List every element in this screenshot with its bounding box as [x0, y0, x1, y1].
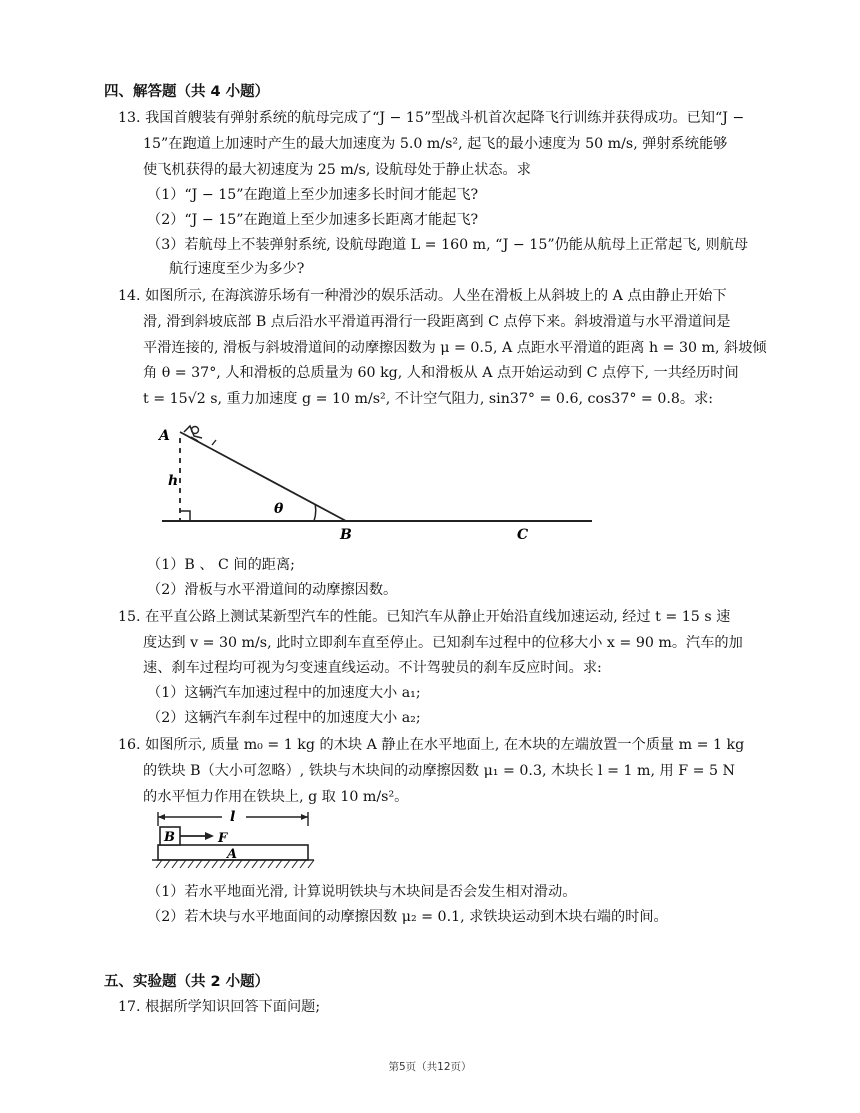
question-16-line: 的水平恒力作用在铁块上, g 取 10 m/s²。	[143, 789, 409, 805]
question-17-line: 17. 根据所学知识回答下面问题;	[118, 999, 321, 1015]
question-14-line: 平滑连接的, 滑板与斜坡滑道间的动摩擦因数为 μ = 0.5, A 点距水平滑道的距离 h = 30 m, 斜坡倾	[143, 340, 767, 356]
block-diagram	[152, 810, 316, 872]
question-14-part-1: （1）B 、 C 间的距离;	[147, 557, 295, 573]
question-13-line: 使飞机获得的最大初速度为 25 m/s, 设航母处于静止状态。求	[143, 162, 531, 178]
page-footer: 第5页（共12页）	[388, 1061, 472, 1073]
question-16-line: 16. 如图所示, 质量 m₀ = 1 kg 的木块 A 静止在水平地面上, 在木块的左端放置一个质量 m = 1 kg	[118, 737, 745, 753]
question-13-part-1: （1）“J − 15”在跑道上至少加速多长时间才能起飞?	[147, 187, 479, 203]
label-h: h	[168, 473, 179, 489]
slope-diagram	[150, 418, 610, 546]
section-title-experiments: 五、实验题（共 2 小题）	[104, 974, 270, 990]
question-16-part-1: （1）若水平地面光滑, 计算说明铁块与木块间是否会发生相对滑动。	[147, 884, 577, 900]
label-A-block: A	[227, 847, 238, 862]
label-B: B	[340, 527, 352, 543]
question-13-part-3: （3）若航母上不装弹射系统, 设航母跑道 L = 160 m, “J − 15”仍能从航母上正常起飞, 则航母	[147, 237, 749, 253]
section-title-answers: 四、解答题（共 4 小题）	[104, 84, 270, 100]
label-C: C	[517, 527, 529, 543]
question-13-line: 15”在跑道上加速时产生的最大加速度为 5.0 m/s², 起飞的最小速度为 50 m/s, 弹射系统能够	[143, 136, 728, 152]
question-13-part-2: （2）“J − 15”在跑道上至少加速多长距离才能起飞?	[147, 212, 479, 228]
question-14-line: 角 θ = 37°, 人和滑板的总质量为 60 kg, 人和滑板从 A 点开始运动到 C 点停下, 一共经历时间	[143, 365, 739, 381]
question-15-line: 度达到 v = 30 m/s, 此时立即刹车直至停止。已知刹车过程中的位移大小 x = 90 m。汽车的加	[143, 635, 743, 651]
question-14-line: t = 15√2 s, 重力加速度 g = 10 m/s², 不计空气阻力, sin37° = 0.6, cos37° = 0.8。求:	[143, 391, 714, 407]
label-B-block: B	[164, 830, 175, 845]
question-14-line: 14. 如图所示, 在海滨游乐场有一种滑沙的娱乐活动。人坐在滑板上从斜坡上的 A 点由静止开始下	[118, 288, 727, 304]
question-15-line: 速、刹车过程均可视为匀变速直线运动。不计驾驶员的刹车反应时间。求:	[143, 660, 602, 676]
question-16-line: 的铁块 B（大小可忽略）, 铁块与木块间的动摩擦因数 μ₁ = 0.3, 木块长 l = 1 m, 用 F = 5 N	[143, 763, 735, 779]
label-l: l	[230, 810, 236, 825]
label-F: F	[218, 831, 228, 846]
question-15-part-2: （2）这辆汽车刹车过程中的加速度大小 a₂;	[147, 710, 421, 726]
question-13-part-3-cont: 航行速度至少为多少?	[169, 261, 305, 277]
question-15-part-1: （1）这辆汽车加速过程中的加速度大小 a₁;	[147, 685, 421, 701]
question-15-line: 15. 在平直公路上测试某新型汽车的性能。已知汽车从静止开始沿直线加速运动, 经过 t = 15 s 速	[118, 609, 731, 625]
slope-line	[180, 432, 346, 521]
question-14-line: 滑, 滑到斜坡底部 B 点后沿水平滑道再滑行一段距离到 C 点停下来。斜坡滑道与水平滑道间是	[143, 314, 731, 330]
right-angle-icon	[180, 511, 190, 521]
question-14-part-2: （2）滑板与水平滑道间的动摩擦因数。	[147, 582, 398, 598]
question-13-line: 13. 我国首艘装有弹射系统的航母完成了“J − 15”型战斗机首次起降飞行训练并获得成功。已知“J −	[118, 110, 745, 126]
label-A: A	[159, 428, 170, 444]
angle-arc-icon	[314, 504, 316, 521]
label-theta: θ	[274, 501, 284, 517]
question-16-part-2: （2）若木块与水平地面间的动摩擦因数 μ₂ = 0.1, 求铁块运动到木块右端的时间。	[147, 909, 668, 925]
